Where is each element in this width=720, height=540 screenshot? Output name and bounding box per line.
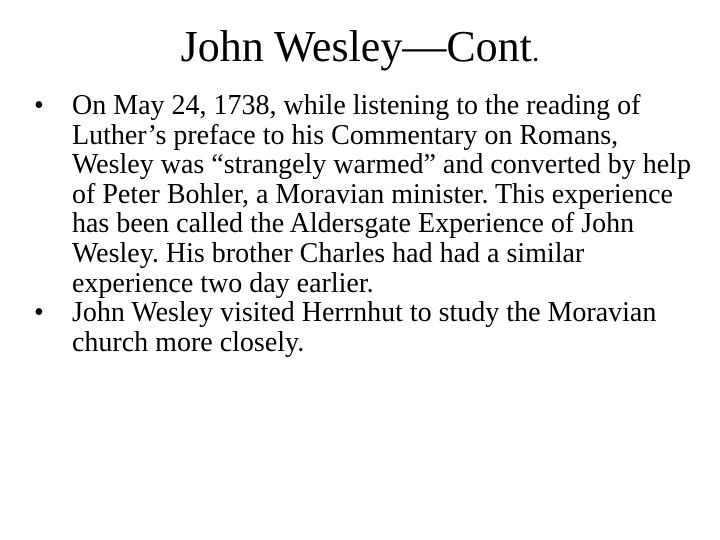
bullet-text: On May 24, 1738, while listening to the reading of Luther’s preface to his Commentary on Romans, Wesley was “strangely warmed” and converted by help of Peter Bohler, a Moravian minister. This experience has been called the Aldersgate Experience of John Wesley. His brother Charles had had a similar experience two day earlier.	[72, 90, 691, 299]
bullet-text: John Wesley visited Herrnhut to study the Moravian church more closely.	[72, 297, 657, 358]
slide-title	[0, 20, 720, 79]
bullet-item	[34, 298, 704, 357]
slide-title-text: John Wesley—Cont	[180, 22, 532, 71]
slide-title-period: .	[531, 35, 540, 68]
bullet-icon: •	[34, 297, 44, 329]
bullet-list	[34, 91, 704, 357]
bullet-item	[34, 91, 704, 298]
bullet-icon: •	[34, 90, 44, 121]
